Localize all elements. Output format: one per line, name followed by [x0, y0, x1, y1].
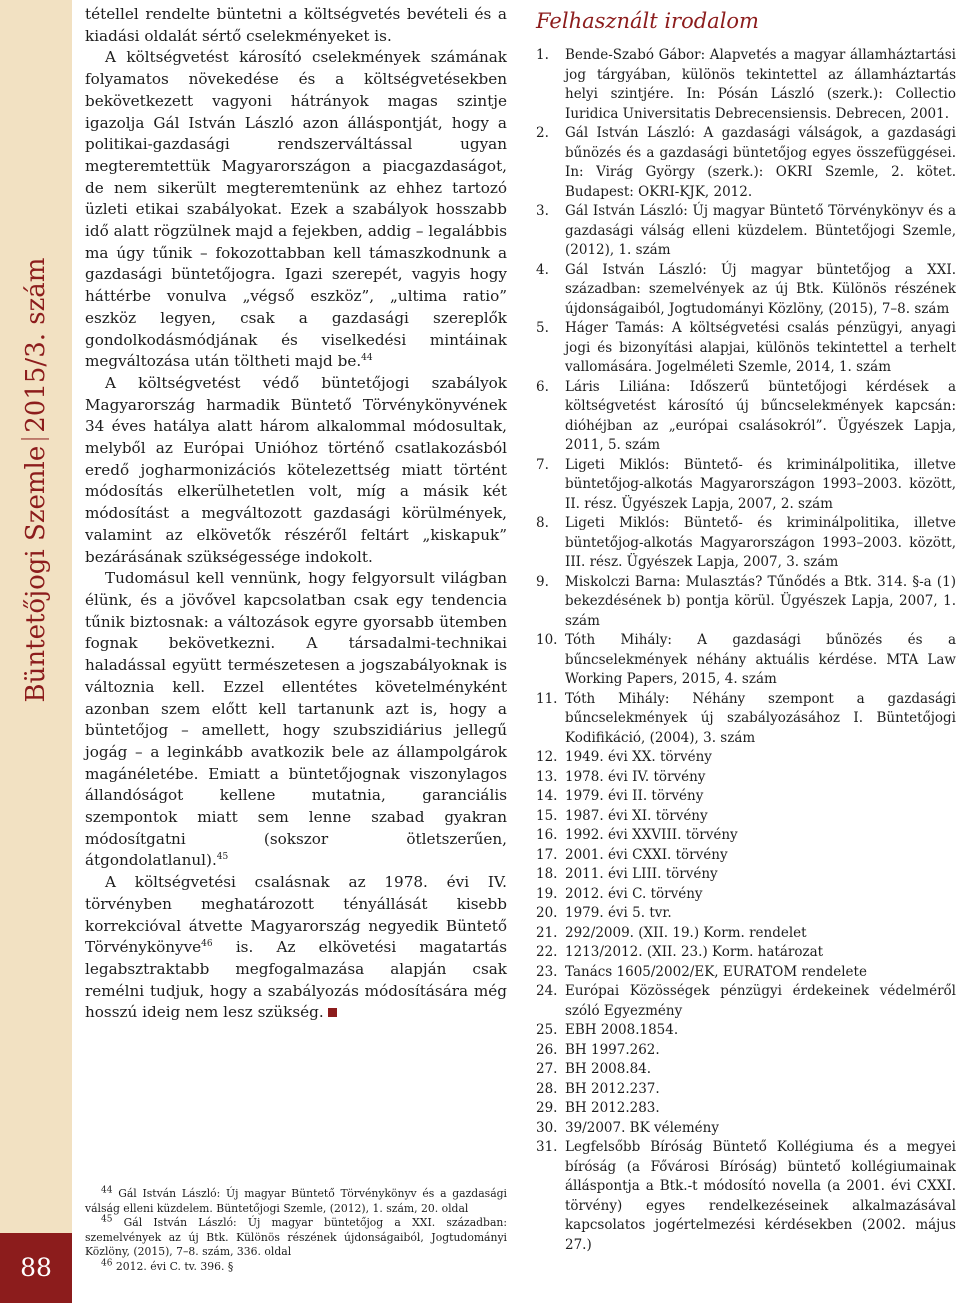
reference-number: 22.	[536, 944, 558, 960]
reference-item	[536, 924, 956, 944]
issue-label: 2015/3. szám	[21, 257, 51, 433]
reference-text: 2011. évi LIII. törvény	[565, 866, 718, 882]
reference-number: 10.	[536, 632, 558, 648]
reference-text: 292/2009. (XII. 19.) Korm. rendelet	[565, 924, 807, 941]
reference-text: Ligeti Miklós: Büntető- és kriminálpolitika, illetve büntetőjog-alkotás Magyarországon 1993–2003. között, II. rész. Ügyészek Lapja, 2007, 2. szám	[565, 456, 956, 512]
paragraph-text: A költségvetési csalásnak az 1978. évi IV. törvényben meghatározott tényállását kisebb korrekcióval átvette Magyarország negyedik Büntető Törvénykönyve	[85, 873, 507, 957]
reference-number: 4.	[536, 261, 549, 278]
footnote-number: 44	[101, 1185, 113, 1196]
reference-item	[536, 1041, 956, 1061]
reference-text: 39/2007. BK vélemény	[565, 1119, 719, 1136]
reference-text: Gál István László: Új magyar büntetőjog a XXI. században: szemelvények az új Btk. Különös részének újdonságaiból, Jogtudományi Közlöny, (2015), 7–8. szám	[565, 261, 956, 317]
footnote-text: Gál István László: Új magyar Büntető Törvénykönyv és a gazdasági válság elleni küzdelem. Büntetőjogi Szemle, (2012), 1. szám, 20. oldal	[85, 1187, 508, 1215]
footnotes	[85, 1187, 507, 1275]
reference-text: 1992. évi XXVIII. törvény	[565, 827, 738, 843]
reference-number: 13.	[536, 768, 558, 785]
reference-text: BH 2008.84.	[565, 1061, 652, 1077]
reference-item	[536, 46, 956, 124]
reference-text: 2001. évi CXXI. törvény	[565, 846, 728, 863]
references-heading: Felhasznált irodalom	[536, 9, 759, 33]
reference-text: Háger Tamás: A költségvetési csalás pénzügyi, anyagi jogi és bizonyítási alapjai, különös tekintettel a terhelt vallomására. Jogelméleti Szemle, 2014, 1. szám	[565, 320, 956, 375]
paragraph	[85, 47, 507, 373]
paragraph	[85, 872, 507, 1024]
reference-number: 30.	[536, 1119, 558, 1136]
reference-number: 16.	[536, 827, 558, 843]
reference-item	[536, 573, 956, 632]
reference-number: 31.	[536, 1139, 558, 1155]
footnote-text: 2012. évi C. tv. 396. §	[115, 1259, 234, 1273]
reference-item	[536, 1080, 956, 1100]
reference-text: EBH 2008.1854.	[565, 1022, 679, 1038]
reference-item	[536, 787, 956, 807]
reference-text: Láris Liliána: Időszerű büntetőjogi kérdések a költségvetést károsító új bűncselekmények kapcsán: dióhéjban az „európai csalásokról”. Ügyészek Lapja, 2011, 5. szám	[565, 378, 956, 453]
paragraph-text: is. Az elkövetési magatartás legabsztraktabb megfogalmazása alapján csak remélni tudjuk, hogy a szabályozás módosítására még hosszú ideig nem lesz szükség.	[85, 938, 507, 1022]
reference-text: 2012. évi C. törvény	[565, 885, 703, 902]
reference-item	[536, 690, 956, 749]
reference-text: 1213/2012. (XII. 23.) Korm. határozat	[565, 944, 824, 960]
reference-item	[536, 456, 956, 515]
reference-number: 29.	[536, 1100, 558, 1116]
footnote	[85, 1216, 507, 1260]
references-column	[536, 8, 956, 1255]
paragraph: A költségvetést védő büntetőjogi szabályok Magyarország harmadik Büntető Törvénykönyvének 34 éves hatálya alatt három alkalommal módosultak, melyből az Európai Unióhoz történő csatlakozásból eredő jogharmonizációs kötelezettség miatt történt módosítás elkerülhetetlen volt, míg a másik két módosítást a megváltozott gazdasági körülmények, valamint az elkövetők részéről feltárt „kiskapuk” bezárásának szükségessége indokolt.	[85, 373, 507, 566]
reference-text: Bende-Szabó Gábor: Alapvetés a magyar államháztartási jog tárgyában, különös tekintettel az államháztartás helyi szintjére. In: Pósán László (szerk.): Collectio Iuridica Universitatis Debrecensiensis. Debrecen, 2001.	[565, 47, 956, 122]
reference-number: 15.	[536, 807, 558, 824]
reference-number: 19.	[536, 885, 558, 902]
reference-text: Európai Közösségek pénzügyi érdekeinek védelméről szóló Egyezmény	[565, 983, 956, 1019]
reference-number: 25.	[536, 1022, 558, 1038]
reference-text: Tanács 1605/2002/EK, EURATOM rendelete	[565, 963, 867, 980]
reference-number: 23.	[536, 963, 558, 980]
reference-number: 1.	[536, 47, 549, 63]
reference-text: BH 2012.283.	[565, 1100, 660, 1116]
reference-text: Gál István László: A gazdasági válságok, a gazdasági bűnözés és a gazdasági büntetőjog egyes összefüggései. In: Virág György (szerk.): OKRI Szemle, 2. kötet. Budapest: OKRI-KJK, 2012.	[565, 125, 956, 200]
reference-text: 1979. évi II. törvény	[565, 788, 704, 804]
footnote-ref-45: 45	[216, 852, 229, 863]
reference-item	[536, 1021, 956, 1041]
footnote-ref-44: 44	[361, 353, 373, 364]
reference-item	[536, 1060, 956, 1080]
reference-item	[536, 963, 956, 983]
reference-text: Tóth Mihály: A gazdasági bűnözés és a bűncselekmények néhány aktuális kérdése. MTA Law Working Papers, 2015, 4. szám	[565, 632, 956, 687]
title-separator	[21, 439, 49, 440]
reference-item	[536, 1119, 956, 1139]
footnote	[85, 1187, 507, 1216]
main-text-column	[85, 4, 507, 1024]
footnote-ref-46: 46	[201, 939, 213, 950]
reference-item	[536, 124, 956, 202]
reference-item	[536, 807, 956, 827]
reference-number: 18.	[536, 866, 558, 882]
reference-number: 24.	[536, 983, 558, 999]
reference-text: BH 2012.237.	[565, 1080, 660, 1097]
reference-item	[536, 378, 956, 456]
reference-number: 20.	[536, 905, 558, 921]
reference-number: 5.	[536, 320, 549, 336]
reference-text: 1987. évi XI. törvény	[565, 807, 708, 824]
reference-item	[536, 631, 956, 690]
reference-item	[536, 943, 956, 963]
reference-item	[536, 261, 956, 320]
reference-text: Miskolczi Barna: Mulasztás? Tűnődés a Btk. 314. §-a (1) bekezdésének b) pontja körül. Ügyészek Lapja, 2007, 1. szám	[565, 573, 956, 629]
reference-number: 11.	[536, 690, 558, 707]
journal-running-title	[21, 258, 51, 703]
reference-number: 14.	[536, 788, 558, 804]
end-of-article-mark	[328, 1008, 337, 1017]
reference-number: 8.	[536, 515, 549, 531]
reference-item	[536, 865, 956, 885]
references-list	[536, 46, 956, 1255]
footnote-number: 46	[101, 1258, 113, 1269]
reference-number: 27.	[536, 1061, 558, 1077]
reference-text: BH 1997.262.	[565, 1041, 660, 1058]
paragraph: tétellel rendelte büntetni a költségvetés bevételi és a kiadási oldalát sértő cselekményeket is.	[85, 5, 507, 45]
reference-number: 26.	[536, 1041, 558, 1058]
reference-item	[536, 982, 956, 1021]
footnote-number: 45	[101, 1214, 113, 1225]
reference-item	[536, 846, 956, 866]
reference-item	[536, 1138, 956, 1255]
reference-number: 17.	[536, 846, 558, 863]
page-number: 88	[0, 1233, 72, 1303]
reference-number: 7.	[536, 456, 549, 473]
footnote-text: Gál István László: Új magyar büntetőjog a XXI. században: szemelvények az új Btk. Különös részének újdonságaiból, Jogtudományi Közlöny, (2015), 7–8. szám, 336. oldal	[85, 1216, 507, 1259]
reference-number: 28.	[536, 1080, 558, 1097]
reference-text: 1949. évi XX. törvény	[565, 749, 712, 765]
reference-number: 3.	[536, 203, 549, 219]
reference-item	[536, 826, 956, 846]
journal-name: Büntetőjogi Szemle	[21, 445, 51, 703]
reference-item	[536, 202, 956, 261]
reference-item	[536, 748, 956, 768]
reference-text: 1978. évi IV. törvény	[565, 768, 706, 785]
reference-text: Gál István László: Új magyar Büntető Törvénykönyv és a gazdasági válság elleni küzdelem. Büntetőjogi Szemle, (2012), 1. szám	[565, 203, 956, 258]
paragraph	[85, 568, 507, 872]
reference-item	[536, 904, 956, 924]
reference-number: 21.	[536, 924, 558, 941]
reference-number: 2.	[536, 125, 549, 141]
reference-number: 9.	[536, 573, 549, 590]
sidebar	[0, 0, 72, 1303]
reference-item	[536, 319, 956, 378]
reference-item	[536, 885, 956, 905]
footnote	[85, 1260, 507, 1275]
paragraph-text: Tudomásul kell vennünk, hogy felgyorsult világban élünk, és a jövővel kapcsolatban csak egy tendencia tűnik biztosnak: a változások egyre gyorsabb ütemben fognak bekövetkezni. A társadalmi-technikai haladással együtt természetesen a jogszabályoknak is változnia kell. Ezzel ellentétes követelményként azonban szem előtt kell tartanunk azt is, hogy a büntetőjog – amellett, hogy szubszidiárius jellegű jogág – a leginkább avatkozik bele az állampolgárok magánéletébe. Emiatt a büntetőjognak viszonylagos állandóságot kellene mutatnia, garanciális szempontok miatt sem lenne szabad gyakran módosítgatni (sokszor ötletszerűen, átgondolatlanul).	[85, 569, 507, 870]
reference-number: 6.	[536, 378, 549, 395]
reference-text: Ligeti Miklós: Büntető- és kriminálpolitika, illetve büntetőjog-alkotás Magyarországon 1993–2003. között, III. rész. Ügyészek Lapja, 2007, 3. szám	[565, 515, 956, 570]
reference-number: 12.	[536, 749, 558, 765]
paragraph-text: A költségvetést károsító cselekmények számának folyamatos növekedése és a költségvetésekben bekövetkezett vagyoni hátrányok magas szintje igazolja Gál István László azon álláspontját, hogy a politikai-gazdasági rendszerváltással ugyan megteremtettük Magyarországon a piacgazdaságot, de nem sikerült megteremtenünk az ehhez tartozó üzleti etikai szabályokat. Ezek a szabályok hosszabb idő alatt rögzülnek majd a fejekben, addig – legalábbis ma úgy tűnik – fokozottabban kell támaszkodnunk a gazdasági büntetőjogra. Igazi szerepét, vagyis hogy háttérbe vonulva „végső eszköz”, „ultima ratio” eszköz legyen, csak a gazdasági szereplők gondolkodásmódjának és viselkedési mintáinak megváltozása után töltheti majd be.	[85, 48, 507, 371]
reference-item	[536, 768, 956, 788]
reference-text: Tóth Mihály: Néhány szempont a gazdasági bűncselekmények új szabályozásához I. Büntetőjogi Kodifikáció, (2004), 3. szám	[565, 690, 956, 746]
reference-text: 1979. évi 5. tvr.	[565, 905, 672, 921]
reference-text: Legfelsőbb Bíróság Büntető Kollégiuma és a megyei bíróság (a Fővárosi Bíróság) büntető kollégiumainak álláspontja a Btk.-t módosító novella (a 2001. évi CXXI. törvény) egyes rendelkezéseinek alkalmazásával kapcsolatos jogértelmezési kérdésekben (2002. május 27.)	[565, 1139, 956, 1253]
reference-item	[536, 514, 956, 573]
reference-item	[536, 1099, 956, 1119]
